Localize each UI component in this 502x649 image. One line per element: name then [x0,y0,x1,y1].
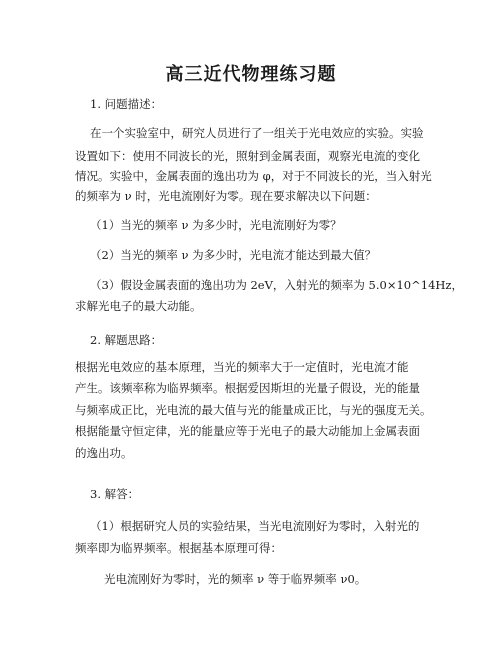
paragraph-1-line-4: 的频率为 ν 时，光电流刚好为零。现在要求解决以下问题： [75,189,377,203]
section-heading-3: 3. 解答： [90,487,140,501]
paragraph-2-line-3: 与频率成正比，光电流的最大值与光的能量成正比，与光的强度无关。 [75,403,432,417]
paragraph-1-line-1: 在一个实验室中，研究人员进行了一组关于光电效应的实验。实验 [90,126,424,140]
question-1: （1）当光的频率 ν 为多少时，光电流刚好为零？ [90,218,342,232]
paragraph-2-line-5: 的逸出功。 [75,446,133,460]
answer-1-line-2: 频率即为临界频率。根据基本原理可得： [75,541,282,555]
section-heading-1: 1. 问题描述： [90,97,163,111]
paragraph-1-line-3: 情况。实验中，金属表面的逸出功为 φ，对于不同波长的光，当入射光 [75,169,432,183]
page-title: 高三近代物理练习题 [165,64,337,85]
section-heading-2: 2. 解题思路： [90,333,163,347]
answer-1-line-1: （1）根据研究人员的实验结果，当光电流刚好为零时，入射光的 [90,519,420,533]
paragraph-2-line-4: 根据能量守恒定律，光的能量应等于光电子的最大动能加上金属表面 [75,424,420,438]
paragraph-2-line-2: 产生。该频率称为临界频率。根据爱因斯坦的光量子假设，光的能量 [75,381,420,395]
paragraph-1-line-2: 设置如下：使用不同波长的光，照射到金属表面，观察光电流的变化 [75,149,420,163]
answer-1-line-3: 光电流刚好为零时，光的频率 ν 等于临界频率 ν0。 [104,572,367,586]
paragraph-2-line-1: 根据光电效应的基本原理，当光的频率大于一定值时，光电流才能 [75,360,409,374]
question-3-line-2: 求解光电子的最大动能。 [75,299,202,313]
question-3-line-1: （3）假设金属表面的逸出功为 2eV，入射光的频率为 5.0×10^14Hz， [90,278,463,292]
question-2: （2）当光的频率 ν 为多少时，光电流才能达到最大值？ [90,248,377,262]
